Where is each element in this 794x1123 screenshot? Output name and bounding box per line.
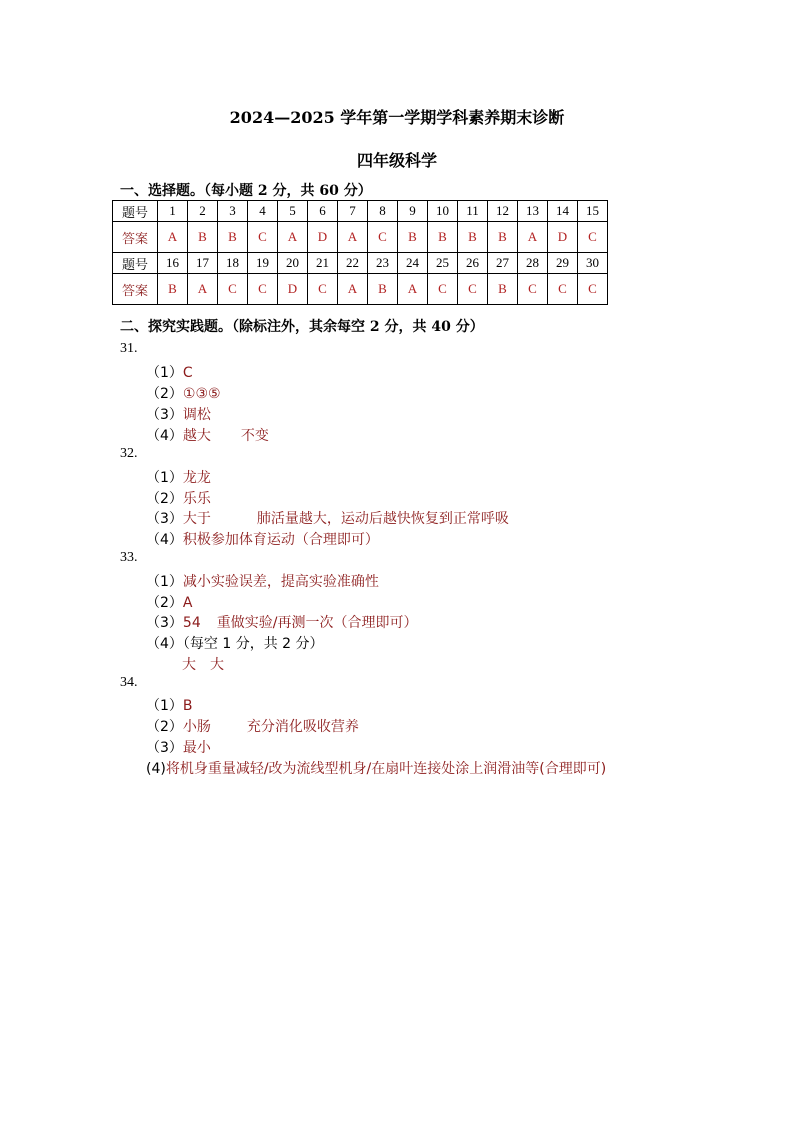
answer-text: 龙龙	[182, 470, 211, 486]
q31-line-2	[146, 383, 221, 403]
answer-text: 大于	[182, 511, 211, 527]
answer-cell: D	[308, 222, 338, 253]
answer-cell: C	[248, 222, 278, 253]
item-prefix: （3）	[146, 740, 183, 756]
question-number-cell: 27	[488, 253, 518, 274]
question-number-cell: 13	[518, 201, 548, 222]
q34-line-3	[146, 737, 211, 757]
answer-text: 大	[210, 657, 224, 673]
question-number-34: 34.	[120, 675, 138, 690]
question-number-cell: 26	[458, 253, 488, 274]
question-number-cell: 11	[458, 201, 488, 222]
answer-table	[112, 200, 608, 305]
question-number-cell: 10	[428, 201, 458, 222]
q33-line-3	[146, 612, 417, 632]
answer-text: 不变	[240, 428, 269, 444]
answer-text: 54	[182, 615, 201, 631]
answer-cell: D	[548, 222, 578, 253]
question-number-cell: 3	[218, 201, 248, 222]
answer-cell: C	[578, 274, 608, 305]
answer-cell: A	[398, 274, 428, 305]
answer-cell: B	[218, 222, 248, 253]
question-number-cell: 12	[488, 201, 518, 222]
answer-cell: A	[188, 274, 218, 305]
item-prefix: （3）	[146, 511, 183, 527]
question-number-cell: 5	[278, 201, 308, 222]
q32-line-1	[146, 467, 211, 487]
item-prefix: （1）	[146, 470, 183, 486]
answer-text: 减小实验误差，提高实验准确性	[182, 574, 379, 590]
item-prefix: (4)	[146, 761, 166, 777]
page-title: 2024—2025 学年第一学期学科素养期末诊断	[229, 108, 565, 127]
answer-cell: B	[488, 222, 518, 253]
answer-text: 肺活量越大，运动后越快恢复到正常呼吸	[256, 511, 509, 527]
question-number-cell: 25	[428, 253, 458, 274]
answer-text: A	[182, 595, 193, 611]
question-number-cell: 17	[188, 253, 218, 274]
item-prefix: （2）	[146, 491, 183, 507]
answer-cell: B	[458, 222, 488, 253]
question-number-cell: 16	[158, 253, 188, 274]
answer-cell: B	[188, 222, 218, 253]
question-number-33: 33.	[120, 550, 138, 565]
question-number-cell: 2	[188, 201, 218, 222]
answer-text: 越大	[182, 428, 211, 444]
item-prefix: （2）	[146, 595, 183, 611]
question-number-cell: 28	[518, 253, 548, 274]
table-row-answers-b	[113, 274, 608, 305]
q31-line-1	[146, 362, 193, 382]
question-number-cell: 6	[308, 201, 338, 222]
answer-text: 调松	[182, 407, 211, 423]
question-number-cell: 9	[398, 201, 428, 222]
item-prefix: （4）	[146, 428, 183, 444]
answer-cell: C	[548, 274, 578, 305]
q31-line-3	[146, 404, 211, 424]
page-subtitle: 四年级科学	[356, 151, 437, 170]
answer-cell: A	[518, 222, 548, 253]
answer-text: 小肠	[182, 719, 211, 735]
table-row-answers-a	[113, 222, 608, 253]
row-label-answer: 答案	[113, 274, 158, 305]
question-number-cell: 15	[578, 201, 608, 222]
item-prefix: （3）	[146, 407, 183, 423]
q33-line-4	[146, 633, 324, 653]
item-prefix: （2）	[146, 719, 183, 735]
answer-cell: C	[458, 274, 488, 305]
item-prefix: （1）	[146, 365, 183, 381]
q32-line-4	[146, 529, 379, 549]
answer-cell: D	[278, 274, 308, 305]
question-number-cell: 7	[338, 201, 368, 222]
question-number-cell: 1	[158, 201, 188, 222]
q32-line-2	[146, 488, 211, 508]
question-number-31: 31.	[120, 341, 138, 356]
answer-text: B	[182, 698, 193, 714]
table-row-numbers-b	[113, 253, 608, 274]
question-number-cell: 19	[248, 253, 278, 274]
question-number-cell: 23	[368, 253, 398, 274]
section-heading-choice: 一、选择题。（每小题 2 分，共 60 分）	[120, 183, 372, 199]
answer-text: 积极参加体育运动（合理即可）	[182, 532, 379, 548]
item-prefix: （3）	[146, 615, 183, 631]
answer-cell: C	[368, 222, 398, 253]
q34-line-2	[146, 716, 359, 736]
item-prefix: （2）	[146, 386, 183, 402]
q33-line-1	[146, 571, 379, 591]
answer-cell: B	[368, 274, 398, 305]
question-number-cell: 21	[308, 253, 338, 274]
answer-text: C	[182, 365, 193, 381]
q33-line-2	[146, 592, 193, 612]
answer-cell: C	[578, 222, 608, 253]
question-number-cell: 22	[338, 253, 368, 274]
question-number-cell: 30	[578, 253, 608, 274]
answer-cell: A	[338, 274, 368, 305]
answer-cell: C	[428, 274, 458, 305]
answer-cell: B	[398, 222, 428, 253]
answer-text: 充分消化吸收营养	[246, 719, 359, 735]
question-number-cell: 20	[278, 253, 308, 274]
q33-line-5	[182, 654, 224, 674]
answer-text: 最小	[182, 740, 211, 756]
answer-text: ①③⑤	[182, 386, 221, 402]
q34-line-4	[146, 758, 606, 778]
answer-cell: B	[428, 222, 458, 253]
question-number-cell: 24	[398, 253, 428, 274]
answer-cell: A	[278, 222, 308, 253]
item-prefix: （1）	[146, 574, 183, 590]
q31-line-4	[146, 425, 269, 445]
answer-text: 将机身重量减轻/改为流线型机身/在扇叶连接处涂上润滑油等(合理即可)	[165, 761, 607, 777]
answer-cell: C	[518, 274, 548, 305]
row-label-number: 题号	[113, 253, 158, 274]
answer-cell: C	[248, 274, 278, 305]
answer-cell: C	[308, 274, 338, 305]
question-number-32: 32.	[120, 446, 138, 461]
answer-cell: A	[158, 222, 188, 253]
question-number-cell: 29	[548, 253, 578, 274]
item-prefix: （4）	[146, 532, 183, 548]
answer-cell: B	[158, 274, 188, 305]
item-prefix: （1）	[146, 698, 183, 714]
item-prefix: （4）	[146, 636, 183, 652]
q34-line-1	[146, 695, 193, 715]
answer-text: 大	[182, 657, 196, 673]
section-heading-practice: 二、探究实践题。（除标注外，其余每空 2 分，共 40 分）	[120, 319, 484, 335]
question-number-cell: 4	[248, 201, 278, 222]
row-label-number: 题号	[113, 201, 158, 222]
answer-cell: A	[338, 222, 368, 253]
answer-text: 重做实验/再测一次（合理即可）	[216, 615, 418, 631]
row-label-answer: 答案	[113, 222, 158, 253]
question-number-cell: 18	[218, 253, 248, 274]
question-number-cell: 8	[368, 201, 398, 222]
table-row-numbers-a	[113, 201, 608, 222]
q32-line-3	[146, 508, 509, 528]
answer-text: 乐乐	[182, 491, 211, 507]
score-note: （每空 1 分，共 2 分）	[182, 636, 324, 652]
answer-cell: C	[218, 274, 248, 305]
question-number-cell: 14	[548, 201, 578, 222]
answer-cell: B	[488, 274, 518, 305]
